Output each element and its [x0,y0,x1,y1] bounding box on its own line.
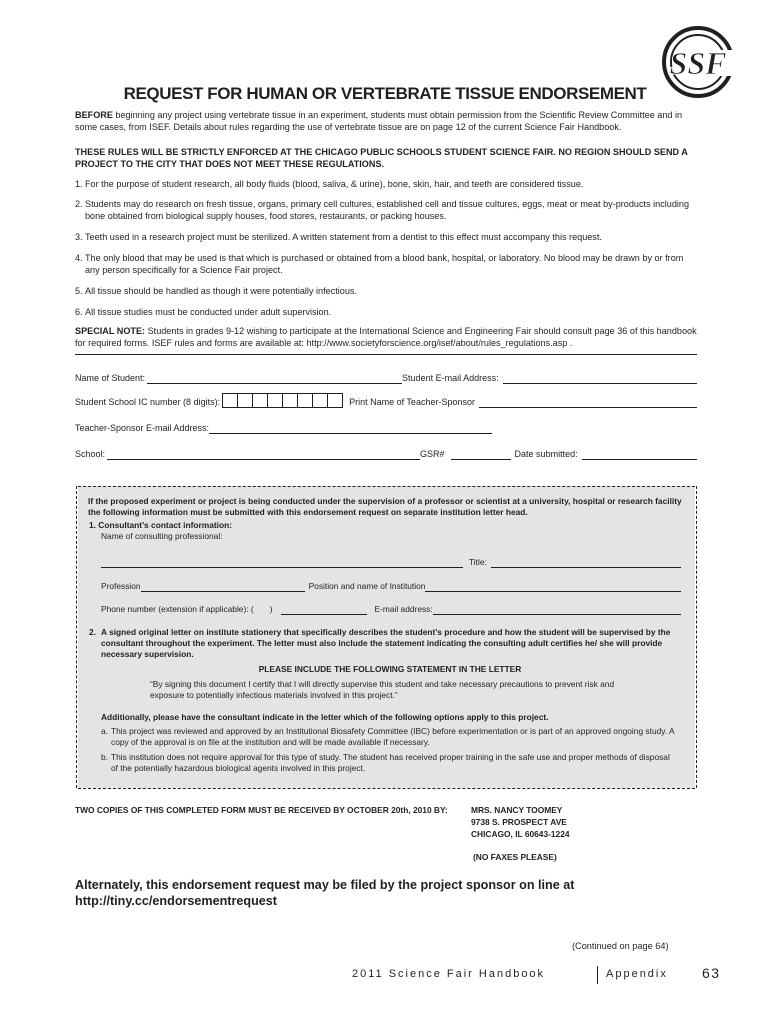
no-fax-note: (NO FAXES PLEASE) [473,852,557,862]
page-title: REQUEST FOR HUMAN OR VERTEBRATE TISSUE ENDORSEMENT [123,84,647,103]
rule-text: The only blood that may be used is that which is purchased or obtained from a blood bank, hospital, or laboratory. No blood may be drawn by or from any person specifically for a Science Fair project. [85,253,684,275]
gsr-label: GSR# [420,449,445,459]
phone-row [101,604,681,615]
consultant-name-input[interactable] [101,557,463,568]
school-row [75,448,697,460]
footer-handbook-title: 2011 Science Fair Handbook [352,968,546,980]
ic-digit-box[interactable] [327,393,343,408]
sponsor-email-input[interactable] [209,423,492,434]
page-number: 63 [702,965,721,981]
option-b-number: b. [101,752,108,762]
special-note-lead: SPECIAL NOTE: [75,326,146,336]
sponsor-email-row [75,422,697,434]
mailing-street: 9738 S. PROSPECT AVE [471,817,567,827]
school-input[interactable] [107,449,420,460]
rule-item [75,306,700,318]
ic-digit-box[interactable] [267,393,282,408]
mailing-name: MRS. NANCY TOOMEY [471,805,563,815]
rule-number: 3. [75,232,83,242]
certification-quote: “By signing this document I certify that I will directly supervise this student and take necessary precautions to prevent risk and exposure to potentially infectious materials involved in this project.” [150,679,615,700]
title-label: Title: [469,557,487,567]
rule-item [75,198,700,222]
profession-input[interactable] [141,581,305,592]
rule-text: For the purpose of student research, all body fluids (blood, saliva, & urine), bone, skin, hair, and teeth are considered tissue. [85,179,584,189]
mailing-instructions: TWO COPIES OF THIS COMPLETED FORM MUST BE RECEIVED BY OCTOBER 20th, 2010 BY: [75,805,448,815]
student-name-row [75,372,697,384]
section-2-number: 2. [89,627,96,637]
print-sponsor-label: Print Name of Teacher-Sponsor [349,397,475,407]
phone-paren: ) [269,604,273,614]
divider [75,354,697,355]
box-border-right [696,486,697,788]
option-a-number: a. [101,726,108,736]
name-of-student-input[interactable] [147,373,402,384]
ic-digit-box[interactable] [282,393,297,408]
footer-section: Appendix [606,968,668,980]
rule-number: 1. [75,179,83,189]
student-ic-input[interactable] [222,393,343,408]
school-label: School: [75,449,106,459]
section-2-text: A signed original letter on institute stationery that specifically describes the student’s procedure and how the student will be supervised by the consultant throughout the experiment. The letter must also include the statement indicating the consulting adult certifies he/ she will provide necessary supervision. [101,627,671,659]
additionally-text: Additionally, please have the consultant indicate in the letter which of the following options apply to this project. [101,712,549,722]
phone-input[interactable] [281,604,367,615]
rule-number: 4. [75,253,83,263]
rule-text: All tissue should be handled as though it were potentially infectious. [85,286,357,296]
title-input[interactable] [491,557,681,568]
rule-text: All tissue studies must be conducted under adult supervision. [85,307,332,317]
profession-label: Profession [101,581,141,591]
box-border-left [76,486,77,788]
consultant-email-input[interactable] [433,604,681,615]
option-b-text: This institution does not require approval for this type of study. The student has received proper training in the safe use and proper methods of disposal of the potentially hazardous biological agents involved in this project. [111,752,670,773]
student-email-label: Student E-mail Address: [402,373,499,383]
student-email-input[interactable] [503,373,697,384]
mailing-city: CHICAGO, IL 60643-1224 [471,829,570,839]
position-label: Position and name of Institution [308,581,426,591]
rule-number: 2. [75,199,83,209]
online-request-link[interactable]: http://tiny.cc/endorsementrequest [75,894,277,908]
ic-digit-box[interactable] [222,393,237,408]
rule-item [75,285,700,297]
position-input[interactable] [425,581,681,592]
rule-text: Students may do research on fresh tissue, organs, primary cell cultures, established cell and tissue cultures, eggs, meat or meat by-products including bone obtained from biological supply houses, food stores, restaurants, or packing houses. [85,199,690,221]
rule-item [75,231,700,243]
section-1-subtitle: Name of consulting professional: [101,531,223,541]
consultant-name-row [101,557,681,568]
ic-digit-box[interactable] [312,393,327,408]
continued-note: (Continued on page 64) [572,941,669,951]
special-note [75,325,700,349]
special-note-text: Students in grades 9-12 wishing to participate at the International Science and Engineering Fair should consult page 36 of this handbook for required forms. ISEF rules and forms are available at: http://www.societyforscience.org/isef/about/rules_regulations.asp . [75,326,697,348]
date-submitted-label: Date submitted: [514,449,578,459]
sponsor-email-label: Teacher-Sponsor E-mail Address: [75,423,210,433]
footer-divider [597,966,598,984]
rule-item [75,252,700,276]
ic-digit-box[interactable] [252,393,267,408]
email-label: E-mail address: [374,604,433,614]
alternate-line-1: Alternately, this endorsement request may be filed by the project sponsor on line at [75,878,575,892]
rule-number: 6. [75,307,83,317]
phone-label: Phone number (extension if applicable): ( [101,604,254,614]
profession-row [101,581,681,592]
warning-text: THESE RULES WILL BE STRICTLY ENFORCED AT THE CHICAGO PUBLIC SCHOOLS STUDENT SCIENCE FAIR. NO REGION SHOULD SEND A PROJECT TO THE CITY THAT DOES NOT MEET THESE REGULATIONS. [75,147,688,169]
intro-text: beginning any project using vertebrate tissue in an experiment, students must obtain permission from the Scientific Review Committee and in some cases, from ISEF. Details about rules regarding the use of vertebrate tissue are on page 12 of the current Science Fair Handbook. [75,110,683,132]
rule-number: 5. [75,286,83,296]
rule-text: Teeth used in a research project must be sterilized. A written statement from a dentist to this effect must accompany this request. [85,232,602,242]
please-include-heading: PLEASE INCLUDE THE FOLLOWING STATEMENT IN THE LETTER [258,664,522,674]
logo-text: SSF [669,45,727,81]
gsr-input[interactable] [451,449,511,460]
print-sponsor-input[interactable] [479,397,697,408]
ic-digit-box[interactable] [237,393,252,408]
box-border-top [78,486,695,487]
box-border-bottom [78,788,695,789]
section-1-title: 1. Consultant’s contact information: [89,520,233,530]
ic-digit-box[interactable] [297,393,312,408]
date-submitted-input[interactable] [582,449,697,460]
rule-item [75,178,700,190]
student-ic-label: Student School IC number (8 digits): [75,397,221,407]
intro-lead: BEFORE [75,110,113,120]
consultant-intro: If the proposed experiment or project is being conducted under the supervision of a professor or scientist at a university, hospital or research facility the following information must be submitted with this endorsement request on separate institution letter head. [88,496,682,517]
student-ic-row [75,393,697,408]
option-a-text: This project was reviewed and approved by an Institutional Biosafety Committee (IBC) before experimentation or is part of an approved ongoing study. A copy of the approval is on file at the institution and will be made available if necessary. [111,726,675,747]
name-of-student-label: Name of Student: [75,373,146,383]
intro-paragraph [75,109,700,133]
